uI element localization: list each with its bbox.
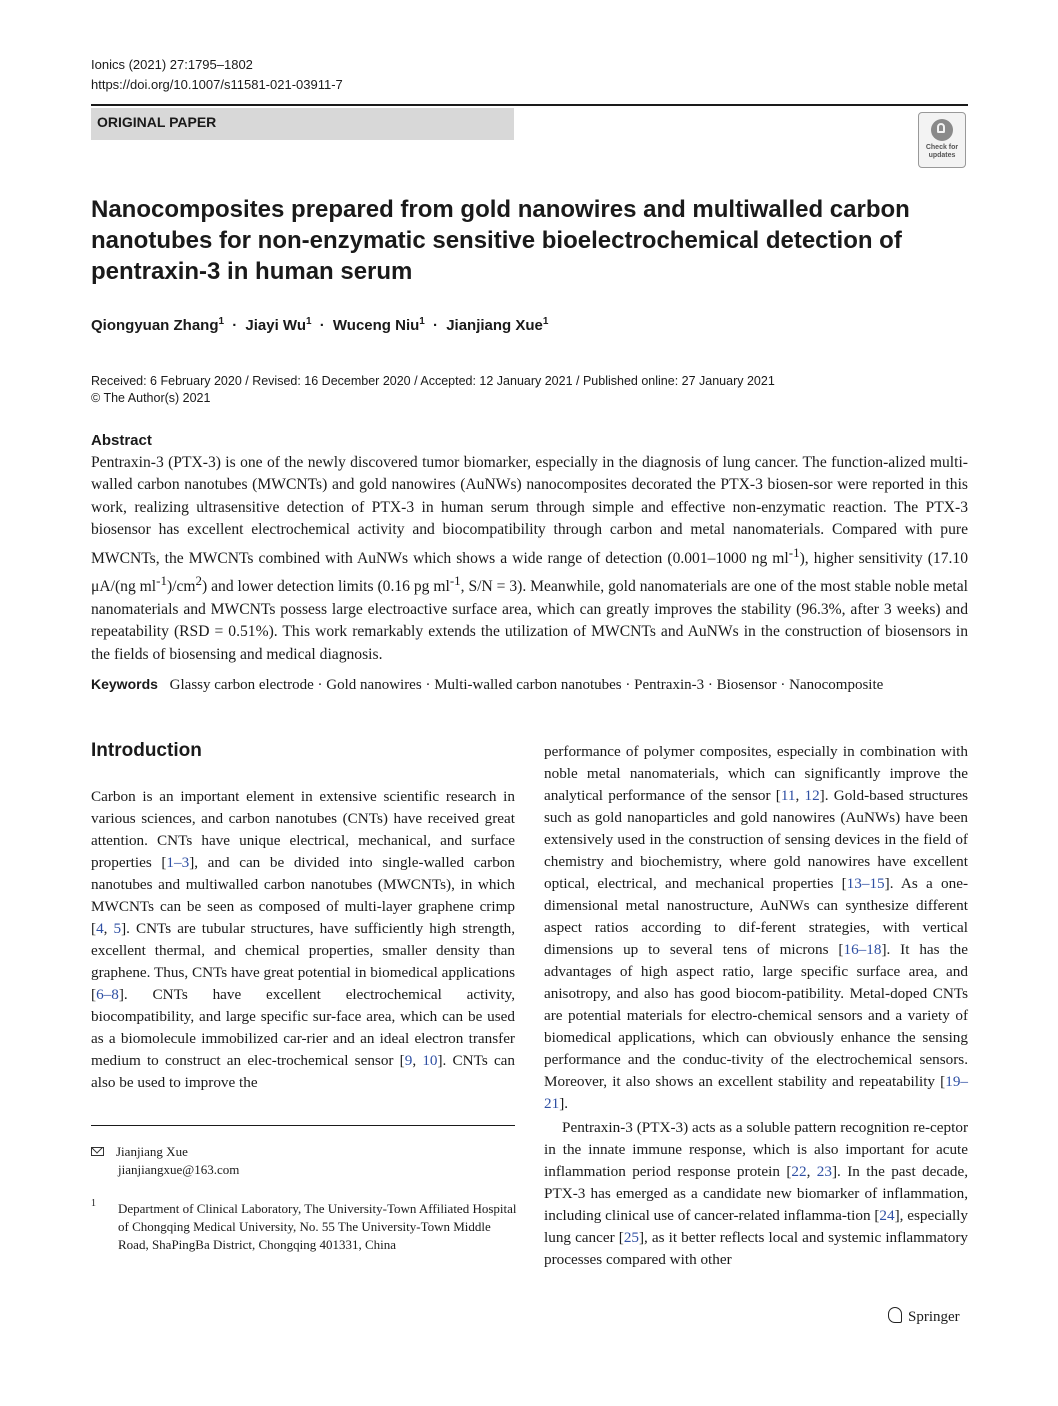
- citation-link[interactable]: 22: [791, 1163, 807, 1180]
- author-separator: ·: [319, 317, 325, 334]
- article-title: Nanocomposites prepared from gold nanowires and multiwalled carbon nanotubes for non-enzymatic sensitive bioelectrochemical detection of pentraxin-3 in human serum: [91, 196, 910, 285]
- header-rule: [91, 104, 968, 106]
- citation-link[interactable]: 16–18: [843, 941, 882, 958]
- journal-info: [91, 55, 343, 95]
- abstract-segment: Pentraxin-3 (PTX-3) is one of the newly discovered tumor biomarker, especially in the diagnosis of lung cancer. The function-alized multi-walled carbon nanotubes (MWCNTs) and gold nanowires (AuNWs) nanocomposites decorated the PTX-3 biosen-sor were reported in this work, realizing ultrasensitive detection of PTX-3 in human serum through simple and effective non-enzymatic reaction. The PTX-3 biosensor has excellent electrochemical activity and biocompatibility through carbon and metal nanomaterials. Compared with pure MWCNTs, the MWCNTs combined with AuNWs which shows a wide range of detection (0.001–1000 ng ml: [91, 454, 968, 567]
- abstract-segment: , S/N = 3). Meanwhile, gold nanomaterials are one of the most stable noble metal nanomaterials and MWCNTs possess large electroactive surface area, which can greatly improves the stability (96.3%, after 3 weeks) and repeatability (RSD = 0.51%). This work remarkably extends the utilization of MWCNTs and AuNWs in the construction of biosensors in the fields of biosensing and medical diagnosis.: [91, 578, 968, 663]
- abstract-segment: ) and lower detection limits (0.16 pg ml: [202, 578, 450, 596]
- text-segment: ].: [559, 1095, 569, 1112]
- superscript: -1: [449, 573, 461, 589]
- footnote-rule: [91, 1125, 515, 1126]
- article-type-bar: [91, 108, 514, 140]
- journal-citation: Ionics (2021) 27:1795–1802: [91, 57, 253, 72]
- abstract-segment: ), higher sensitivity (17.10 μA/(ng ml: [91, 549, 968, 596]
- text-segment: ]. As a one-dimensional metal nanostructure, AuNWs can synthesize different aspect ratios according to dif-ferent strategies, with vertical dimensions up to several tens of microns [: [544, 875, 969, 958]
- author-name[interactable]: Qiongyuan Zhang: [91, 317, 219, 334]
- intro-paragraph-3: [544, 1117, 968, 1271]
- text-segment: ,: [806, 1163, 817, 1180]
- citation-link[interactable]: 12: [804, 787, 820, 804]
- author-name[interactable]: Wuceng Niu: [332, 317, 420, 334]
- text-segment: ]. CNTs have excellent electrochemical activity, biocompatibility, and large specific sur-face area, which can be used as a biomolecule immobilized car-rier and an ideal electron transfer medium to construct an elec-trochemical sensor [: [91, 986, 515, 1069]
- text-segment: ]. CNTs can also be used to improve the: [91, 1052, 516, 1091]
- introduction-heading: Introduction: [91, 740, 202, 761]
- citation-link[interactable]: 25: [623, 1229, 639, 1246]
- author-list: [91, 316, 548, 334]
- keyword: Gold nanowires: [326, 677, 422, 693]
- text-segment: ], and can be divided into single-walled carbon nanotubes and multiwalled carbon nanotubes (MWCNTs), in which MWCNTs can be seen as composed of multi-layer graphene crimp [: [91, 854, 515, 937]
- text-segment: Carbon is an important element in extensive scientific research in various sciences, and carbon nanotubes (CNTs) have received great attention. CNTs have unique electrical, mechanical, and surface properties [: [91, 788, 515, 871]
- keywords-line: Keywords Glassy carbon electrode · Gold nanowires · Multi-walled carbon nanotubes · Pentraxin-3 · Biosensor · Nanocomposite: [91, 676, 884, 693]
- affiliation-number: 1: [91, 1198, 96, 1209]
- keyword: Pentraxin-3: [634, 677, 705, 693]
- text-segment: ], especially lung cancer [: [544, 1207, 968, 1246]
- author-affiliation-mark: 1: [419, 316, 425, 327]
- citation-link[interactable]: 13–15: [846, 875, 885, 892]
- springer-horse-icon: [888, 1307, 902, 1323]
- corresponding-author: [91, 1143, 239, 1179]
- intro-paragraph-1: [91, 786, 515, 1094]
- citation-link[interactable]: 1–3: [166, 854, 190, 871]
- text-segment: performance of polymer composites, especially in combination with noble metal nanomaterials, which can significantly improve the analytical performance of the sensor [: [544, 743, 968, 804]
- publisher-name: Springer: [908, 1309, 960, 1325]
- check-for-updates-button[interactable]: [918, 112, 966, 168]
- doi-link[interactable]: https://doi.org/10.1007/s11581-021-03911-7: [91, 77, 343, 92]
- author-affiliation-mark: 1: [306, 316, 312, 327]
- text-segment: ,: [412, 1052, 423, 1069]
- text-segment: ]. Gold-based structures such as gold nanoparticles and gold nanowires (AuNWs) have been extensively used in the construction of sensing devices in the field of chemistry and biochemistry, where gold nanowires have excellent optical, electrical, and mechanical properties [: [544, 787, 968, 892]
- keyword: Biosensor: [716, 677, 777, 693]
- text-segment: ], as it better reflects local and systemic inflammatory processes compared with other: [544, 1229, 968, 1268]
- citation-link[interactable]: 9: [404, 1052, 413, 1069]
- text-segment: ]. CNTs are tubular structures, have sufficiently high strength, excellent thermal, and chemical properties, smaller density than graphene. Thus, CNTs have great potential in biomedical applications [: [91, 920, 515, 1003]
- keyword: Glassy carbon electrode: [169, 677, 314, 693]
- author-separator: ·: [433, 317, 439, 334]
- abstract-heading: Abstract: [91, 432, 152, 449]
- author-name[interactable]: Jiayi Wu: [245, 317, 306, 334]
- affiliation-text: Department of Clinical Laboratory, The University-Town Affiliated Hospital of Chongqing Medical University, No. 55 The University-Town Middle Road, ShaPingBa District, Chongqing 401331, China: [118, 1201, 517, 1252]
- corresponding-author-name: Jianjiang Xue: [116, 1144, 188, 1159]
- article-type-label: ORIGINAL PAPER: [97, 114, 217, 130]
- keyword: Nanocomposite: [789, 677, 884, 693]
- citation-link[interactable]: 6–8: [96, 986, 119, 1003]
- abstract-segment: )/cm: [166, 578, 196, 596]
- text-segment: Pentraxin-3 (PTX-3) acts as a soluble pattern recognition re-ceptor in the innate immune response, which is also important for acute inflammation period response protein [: [544, 1119, 968, 1180]
- author-name[interactable]: Jianjiang Xue: [446, 317, 543, 334]
- keyword: Multi-walled carbon nanotubes: [434, 677, 622, 693]
- author-affiliation-mark: 1: [542, 316, 549, 327]
- superscript: -1: [156, 573, 167, 589]
- citation-link[interactable]: 19–21: [544, 1073, 968, 1112]
- copyright-line: © The Author(s) 2021: [91, 391, 211, 405]
- superscript: -1: [788, 544, 800, 560]
- superscript: 2: [195, 573, 203, 589]
- abstract-text: [91, 452, 968, 666]
- citation-link[interactable]: 4: [96, 920, 104, 937]
- text-segment: ,: [795, 787, 805, 804]
- bookmark-icon: [931, 119, 953, 141]
- check-for-updates-label: Check for updates: [925, 144, 959, 159]
- citation-link[interactable]: 10: [422, 1052, 438, 1069]
- envelope-icon: [91, 1147, 104, 1156]
- corresponding-author-email[interactable]: jianjiangxue@163.com: [118, 1162, 240, 1177]
- publisher-logo: [888, 1307, 960, 1326]
- citation-link[interactable]: 23: [816, 1163, 832, 1180]
- text-segment: ]. In the past decade, PTX-3 has emerged as a candidate new biomarker of inflammation, including clinical use of cancer-related inflamma-tion [: [544, 1163, 968, 1224]
- publication-dates: Received: 6 February 2020 / Revised: 16 December 2020 / Accepted: 12 January 2021 / Published online: 27 January 2021: [91, 374, 775, 388]
- citation-link[interactable]: 11: [780, 787, 796, 804]
- author-affiliation-mark: 1: [218, 316, 225, 327]
- citation-link[interactable]: 5: [113, 920, 122, 937]
- text-segment: ,: [103, 920, 114, 937]
- intro-paragraph-2: [544, 741, 968, 1115]
- keywords-heading: Keywords: [91, 676, 158, 692]
- citation-link[interactable]: 24: [879, 1207, 895, 1224]
- text-segment: ]. It has the advantages of high aspect ratio, large specific surface area, and anisotropy, and also has good biocom-patibility. Metal-doped CNTs are potential materials for electro-chemical sensors and a variety of biomedical applications, which can obviously enhance the sensing performance and the conduc-tivity of the electrochemical sensors. Moreover, it also shows an excellent stability and repeatability [: [544, 941, 969, 1090]
- author-separator: ·: [232, 317, 238, 334]
